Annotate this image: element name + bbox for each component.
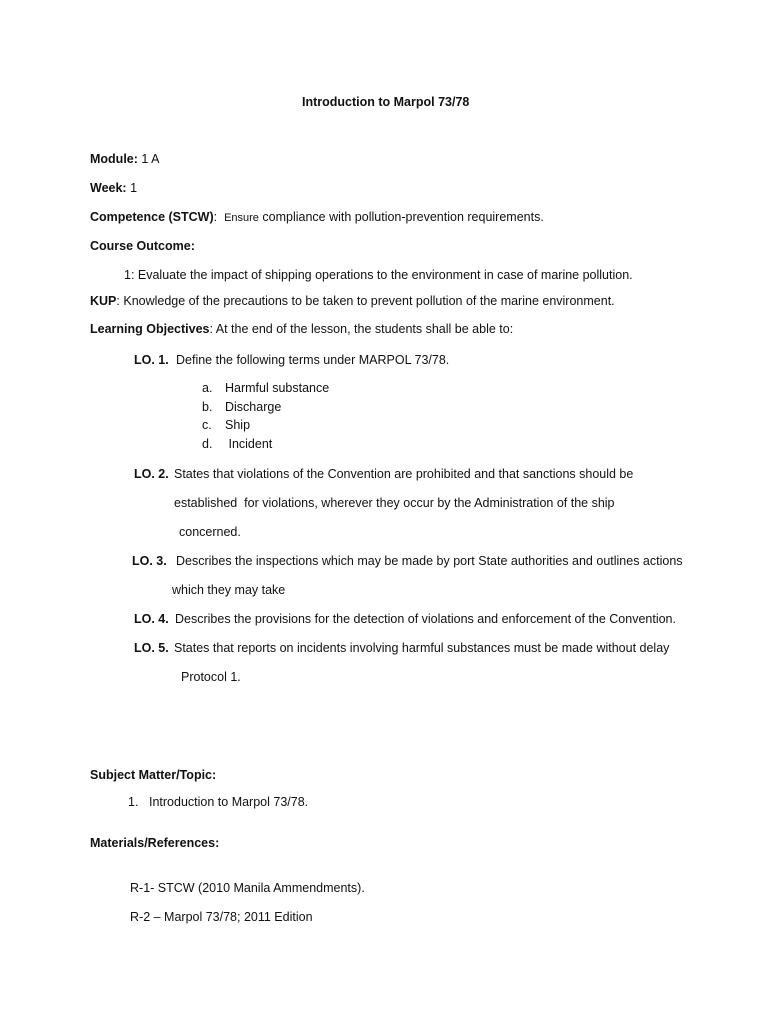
- module-value: 1 A: [141, 152, 160, 166]
- subject-item-number: 1.: [128, 795, 139, 809]
- lo-4-number: LO. 4.: [134, 612, 169, 626]
- lo-2-number: LO. 2.: [134, 467, 169, 481]
- lo-5-line-2: Protocol 1.: [181, 670, 241, 684]
- lo-3-line-2: which they may take: [172, 583, 286, 597]
- week-label: Week:: [90, 181, 127, 195]
- lo-2-line-1: States that violations of the Convention are prohibited and that sanctions should be: [174, 467, 634, 481]
- subject-item-text: Introduction to Marpol 73/78.: [149, 795, 309, 809]
- term-d-letter: d.: [202, 437, 213, 451]
- term-c-text: Ship: [225, 418, 251, 432]
- reference-1: R-1- STCW (2010 Manila Ammendments).: [130, 881, 365, 895]
- lo-1-number: LO. 1.: [134, 353, 169, 367]
- lo-2-line-2: established for violations, wherever they occur by the Administration of the ship: [174, 496, 615, 510]
- reference-2: R-2 – Marpol 73/78; 2011 Edition: [130, 910, 313, 924]
- module-label: Module:: [90, 152, 138, 166]
- subject-matter-label: Subject Matter/Topic:: [90, 768, 217, 782]
- lo-4-line-1: Describes the provisions for the detection of violations and enforcement of the Convention.: [175, 612, 676, 626]
- term-b-text: Discharge: [225, 400, 282, 414]
- learning-objectives-line: [90, 322, 513, 336]
- materials-label: Materials/References:: [90, 836, 220, 850]
- course-outcome-item: 1: Evaluate the impact of shipping operations to the environment in case of marine pollution.: [124, 268, 633, 282]
- competence-line: [90, 210, 544, 224]
- term-d-text: Incident: [225, 437, 273, 451]
- term-a-text: Harmful substance: [225, 381, 330, 395]
- kup-line: [90, 294, 615, 308]
- term-c-letter: c.: [202, 418, 212, 432]
- term-a-letter: a.: [202, 381, 213, 395]
- competence-label: Competence (STCW): [90, 210, 214, 224]
- learning-objectives-intro: : At the end of the lesson, the students shall be able to:: [209, 322, 514, 336]
- learning-objectives-label: Learning Objectives: [90, 322, 210, 336]
- lo-5-number: LO. 5.: [134, 641, 169, 655]
- lo-1-text: Define the following terms under MARPOL 73/78.: [176, 353, 450, 367]
- lo-5-line-1: States that reports on incidents involving harmful substances must be made without delay: [174, 641, 670, 655]
- week-line: [90, 181, 137, 195]
- module-line: [90, 152, 159, 166]
- term-b-letter: b.: [202, 400, 213, 414]
- competence-value-b: compliance with pollution-prevention requirements.: [262, 210, 544, 224]
- kup-label: KUP: [90, 294, 117, 308]
- lo-2-line-3: concerned.: [179, 525, 241, 539]
- course-outcome-label: Course Outcome:: [90, 239, 195, 253]
- document-title: Introduction to Marpol 73/78: [302, 95, 470, 109]
- week-value: 1: [130, 181, 138, 195]
- competence-separator: :: [213, 210, 218, 224]
- kup-value: : Knowledge of the precautions to be taken to prevent pollution of the marine environment.: [116, 294, 615, 308]
- competence-value-a: Ensure: [224, 212, 259, 224]
- lo-3-line-1: Describes the inspections which may be made by port State authorities and outlines actions: [176, 554, 683, 568]
- lo-3-number: LO. 3.: [132, 554, 167, 568]
